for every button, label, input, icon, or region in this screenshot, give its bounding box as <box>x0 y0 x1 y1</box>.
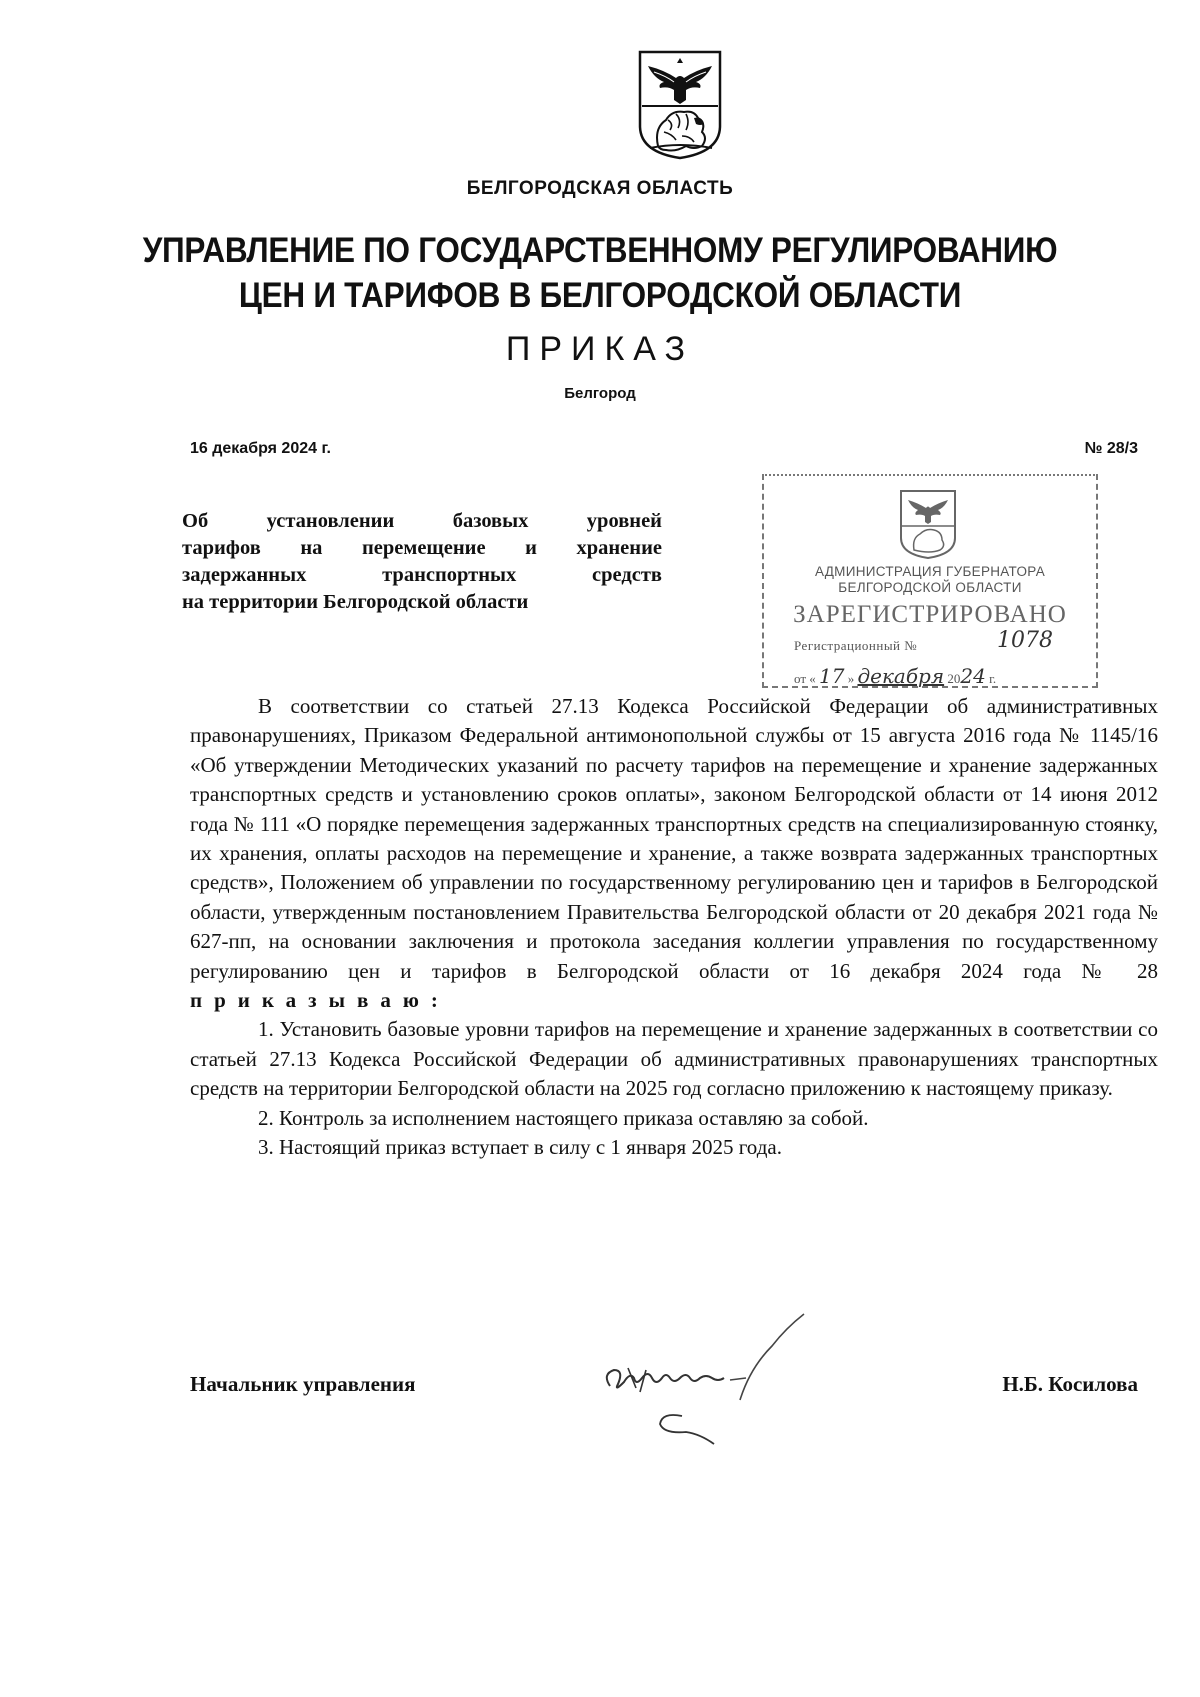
stamp-date <box>794 664 996 688</box>
stamp-status: ЗАРЕГИСТРИРОВАНО <box>793 601 1067 628</box>
region-name: БЕЛГОРОДСКАЯ ОБЛАСТЬ <box>466 178 734 199</box>
stamp-date-day: 17 <box>819 664 845 688</box>
signer-position: Начальник управления <box>190 1372 416 1396</box>
order-item: 1. Установить базовые уровни тарифов на перемещение и хранение задержанных в соответствии со статьей 27.13 Кодекса Российской Федерации об административных правонарушениях транспортных средств на территории Белгородской области на 2025 год согласно приложению к настоящему приказу. <box>190 1017 1158 1101</box>
stamp-date-month: декабря <box>857 664 945 688</box>
preamble-paragraph <box>190 692 1158 1015</box>
subject-line: задержанных транспортных средств <box>182 564 662 586</box>
order-item: 3. Настоящий приказ вступает в силу с 1 января 2025 года. <box>258 1135 782 1160</box>
document-body <box>190 692 1158 1163</box>
document-type: ПРИКАЗ <box>505 330 695 368</box>
signer-name: Н.Б. Косилова <box>1002 1372 1138 1396</box>
handwritten-signature <box>590 1308 830 1448</box>
stamp-reg-label: Регистрационный № <box>794 638 918 653</box>
order-word: приказываю: <box>190 988 450 1013</box>
document-number: № 28/3 <box>1084 440 1138 457</box>
stamp-reg-number: 1078 <box>997 628 1053 653</box>
document-subject <box>182 508 662 616</box>
registration-stamp <box>762 474 1098 688</box>
agency-name-line1: УПРАВЛЕНИЕ ПО ГОСУДАРСТВЕННОМУ РЕГУЛИРОВАНИЮ <box>142 231 1058 270</box>
stamp-organization <box>764 564 1096 596</box>
stamp-date-year: 24 <box>960 664 986 688</box>
coat-of-arms-emblem <box>636 48 724 162</box>
preamble-text: В соответствии со статьей 27.13 Кодекса Российской Федерации об административных правонарушениях, Приказом Федеральной антимонопольной службы от 15 августа 2016 года № 1145/16 «Об утверждении Методических указаний по расчету тарифов на перемещение и хранение задержанных транспортных средств и установлению сроков оплаты», законом Белгородской области от 14 июня 2012 года № 111 «О порядке перемещения задержанных транспортных средств на специализированную стоянку, их хранения, оплаты расходов на перемещение и хранение, а также возврата задержанных транспортных средств», Положением об управлении по государственному регулированию цен и тарифов в Белгородской области, утвержденным постановлением Правительства Белгородской области от 20 декабря 2021 года № 627-пп, на основании заключения и протокола заседания коллегии управления по государственному регулированию цен и тарифов в Белгородской области от 16 декабря 2024 года № 28 <box>190 694 1158 983</box>
subject-line: Об установлении базовых уровней <box>182 510 662 532</box>
stamp-org-line1: АДМИНИСТРАЦИЯ ГУБЕРНАТОРА <box>814 564 1046 579</box>
agency-name <box>60 228 1140 318</box>
subject-line: на территории Белгородской области <box>182 591 529 613</box>
stamp-date-mid: » <box>847 671 855 686</box>
stamp-org-line2: БЕЛГОРОДСКОЙ ОБЛАСТИ <box>838 580 1022 595</box>
agency-name-line2: ЦЕН И ТАРИФОВ В БЕЛГОРОДСКОЙ ОБЛАСТИ <box>238 276 962 315</box>
stamp-emblem-icon <box>898 488 958 560</box>
stamp-date-year-prefix: 20 <box>947 671 961 686</box>
stamp-date-suffix: г. <box>989 671 997 686</box>
subject-line: тарифов на перемещение и хранение <box>182 537 662 559</box>
stamp-date-prefix: от « <box>794 671 816 686</box>
order-item: 2. Контроль за исполнением настоящего приказа оставляю за собой. <box>258 1105 869 1130</box>
city: Белгород <box>564 385 636 402</box>
document-date: 16 декабря 2024 г. <box>190 440 331 457</box>
